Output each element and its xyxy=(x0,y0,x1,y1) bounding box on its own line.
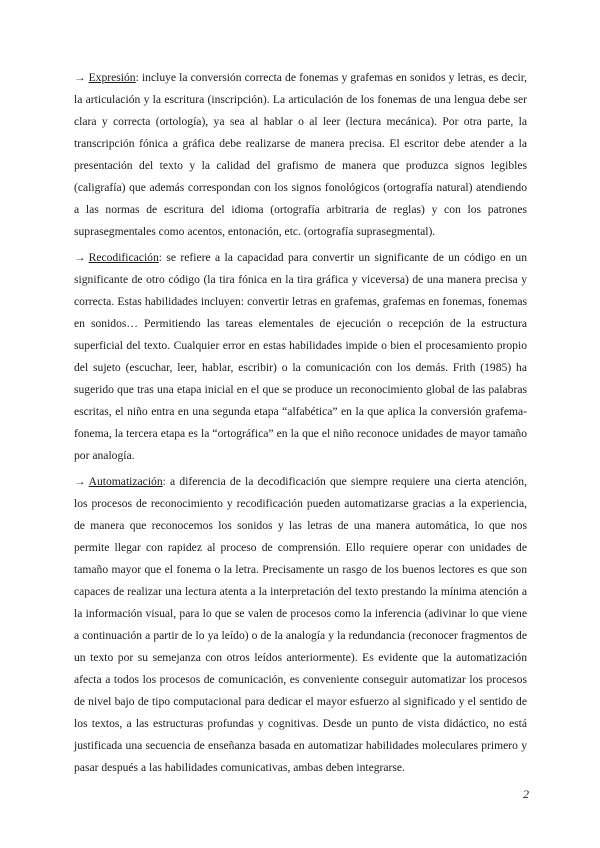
arrow-icon: → xyxy=(74,251,86,264)
paragraph-expresion xyxy=(74,67,527,243)
paragraph-text: : a diferencia de la decodificación que siempre requiere una cierta atención, los procesos de reconocimiento y recodificación pueden automatizarse gracias a la experiencia, de manera que reconocemos los sonidos y las letras de una manera automática, lo que nos permite llegar con rapidez al proceso de comprensión. Ello requiere operar con unidades de tamaño mayor que el fonema o la letra. Precisamente un rasgo de los buenos lectores es que son capaces de realizar una lectura atenta a la interpretación del texto prestando la mínima atención a la información visual, para lo que se valen de procesos como la inferencia (adivinar lo que viene a continuación a partir de lo ya leído) o de la analogía y la redundancia (reconocer fragmentos de un texto por su semejanza con otros leídos anteriormente). Es evidente que la automatización afecta a todos los procesos de comunicación, es conveniente conseguir automatizar los procesos de nivel bajo de tipo computacional para dedicar el mayor esfuerzo al significado y el sentido de los textos, a las estructuras profundas y cognitivas. Desde un punto de vista didáctico, no está justificada una secuencia de enseñanza basada en automatizar habilidades moleculares primero y pasar después a las habilidades comunicativas, ambas deben integrarse. xyxy=(74,475,527,774)
arrow-icon: → xyxy=(74,71,86,84)
paragraph-text: : se refiere a la capacidad para convertir un significante de un código en un significante de otro código (la tira fónica en la tira gráfica y viceversa) de una manera precisa y correcta. Estas habilidades incluyen: convertir letras en grafemas, grafemas en fonemas, fonemas en sonidos… Permitiendo las tareas elementales de ejecución o recepción de la estructura superficial del texto. Cualquier error en estas habilidades impide o bien el procesamiento propio del sujeto (escuchar, leer, hablar, escribir) o la comunicación con los demás. Frith (1985) ha sugerido que tras una etapa inicial en el que se produce un reconocimiento global de las palabras escritas, el niño entra en una segunda etapa “alfabética” en la que aplica la conversión grafema-fonema, la tercera etapa es la “ortográfica” en la que el niño reconoce unidades de mayor tamaño por analogía. xyxy=(74,251,527,462)
paragraph-text: : incluye la conversión correcta de fonemas y grafemas en sonidos y letras, es decir, la articulación y la escritura (inscripción). La articulación de los fonemas de una lengua debe ser clara y correcta (ortología), ya sea al hablar o al leer (lectura mecánica). Por otra parte, la transcripción fónica a gráfica debe realizarse de manera precisa. El escritor debe atender a la presentación del texto y la calidad del grafismo de manera que produzca signos legibles (caligrafía) que además correspondan con los signos fonológicos (ortografía natural) atendiendo a las normas de escritura del idioma (ortografía arbitraria de reglas) y con los patrones suprasegmentales como acentos, entonación, etc. (ortografía suprasegmental). xyxy=(74,71,527,238)
body-text xyxy=(74,67,527,783)
page-number: 2 xyxy=(523,787,529,801)
arrow-icon: → xyxy=(74,475,86,488)
paragraph-recodificacion xyxy=(74,247,527,467)
term-recodificacion: Recodificación xyxy=(88,251,159,264)
paragraph-automatizacion xyxy=(74,471,527,779)
term-automatizacion: Automatización xyxy=(88,475,163,488)
term-expresion: Expresión xyxy=(88,71,136,84)
